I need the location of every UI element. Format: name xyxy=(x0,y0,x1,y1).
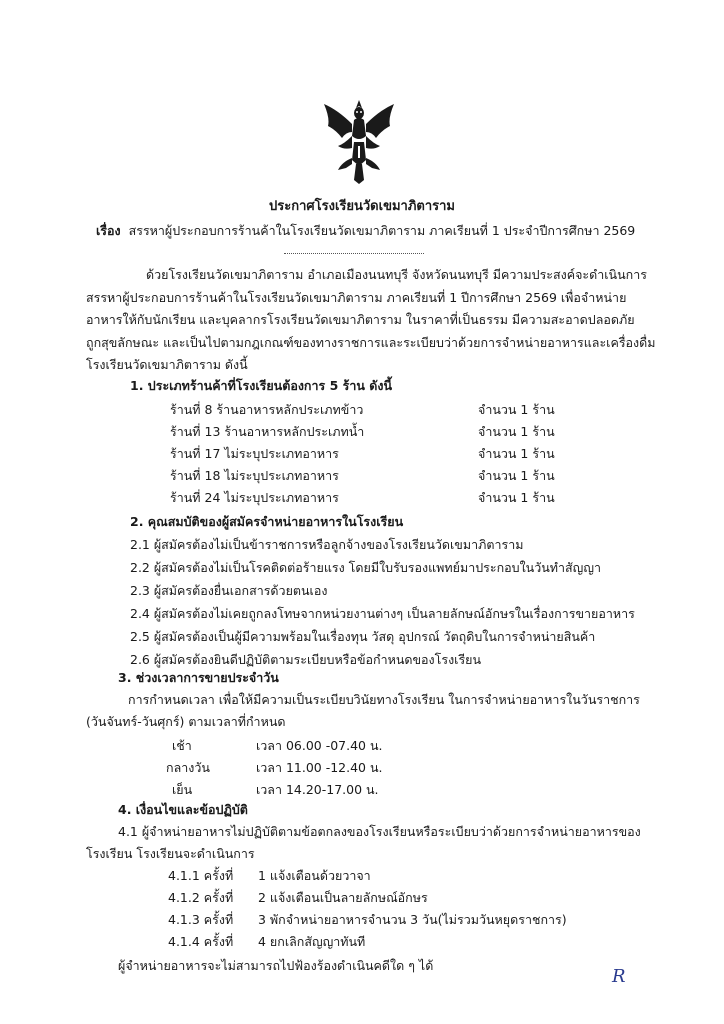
shop-name: ร้านที่ 17 ไม่ระบุประเภทอาหาร xyxy=(170,446,339,461)
dotted-separator xyxy=(284,253,424,254)
handwritten-initial: R xyxy=(612,966,626,987)
intro-line: โรงเรียนวัดเขมาภิตาราม ดังนี้ xyxy=(86,357,248,373)
shop-name: ร้านที่ 24 ไม่ระบุประเภทอาหาร xyxy=(170,490,339,505)
step-text: 1 แจ้งเตือนด้วยวาจา xyxy=(258,868,371,883)
shop-qty: จำนวน 1 ร้าน xyxy=(478,446,555,461)
shop-qty: จำนวน 1 ร้าน xyxy=(478,424,555,439)
section4-heading: 4. เงื่อนไขและข้อปฏิบัติ xyxy=(118,802,248,817)
condition-text: 4.1 ผู้จำหน่ายอาหารไม่ปฏิบัติตามข้อตกลงของโรงเรียนหรือระเบียบว่าด้วยการจำหน่ายอาหารของ xyxy=(118,824,641,839)
time-label: กลางวัน xyxy=(166,760,210,775)
condition-text: โรงเรียน โรงเรียนจะดำเนินการ xyxy=(86,846,255,861)
shop-name: ร้านที่ 13 ร้านอาหารหลักประเภทน้ำ xyxy=(170,424,365,439)
shop-qty: จำนวน 1 ร้าน xyxy=(478,468,555,483)
section3-heading: 3. ช่วงเวลาการขายประจำวัน xyxy=(118,670,279,685)
qualification-item: 2.4 ผู้สมัครต้องไม่เคยถูกลงโทษจากหน่วยงานต่างๆ เป็นลายลักษณ์อักษรในเรื่องการขายอาหาร xyxy=(130,606,635,621)
section3-intro: (วันจันทร์-วันศุกร์) ตามเวลาที่กำหนด xyxy=(86,714,286,729)
garuda-emblem xyxy=(318,96,400,186)
qualification-item: 2.3 ผู้สมัครต้องยื่นเอกสารด้วยตนเอง xyxy=(130,583,328,598)
step-number: 4.1.1 ครั้งที่ xyxy=(168,868,234,883)
announcement-title: ประกาศโรงเรียนวัดเขมาภิตาราม xyxy=(269,199,455,214)
intro-paragraph xyxy=(86,264,656,377)
time-value: เวลา 14.20-17.00 น. xyxy=(256,782,379,797)
step-text: 2 แจ้งเตือนเป็นลายลักษณ์อักษร xyxy=(258,890,428,905)
shop-name: ร้านที่ 8 ร้านอาหารหลักประเภทข้าว xyxy=(170,402,364,417)
section2-heading: 2. คุณสมบัติของผู้สมัครจำหน่ายอาหารในโรงเรียน xyxy=(130,514,404,529)
subject-line xyxy=(96,222,696,240)
subject-text: สรรหาผู้ประกอบการร้านค้าในโรงเรียนวัดเขมาภิตาราม ภาคเรียนที่ 1 ประจำปีการศึกษา 2569 xyxy=(128,223,636,238)
step-number: 4.1.3 ครั้งที่ xyxy=(168,912,234,927)
section1-heading: 1. ประเภทร้านค้าที่โรงเรียนต้องการ 5 ร้าน ดังนี้ xyxy=(130,378,393,393)
shop-qty: จำนวน 1 ร้าน xyxy=(478,490,555,505)
step-number: 4.1.4 ครั้งที่ xyxy=(168,934,234,949)
intro-line: สรรหาผู้ประกอบการร้านค้าในโรงเรียนวัดเขมาภิตาราม ภาคเรียนที่ 1 ปีการศึกษา 2569 เพื่อจำหน่าย xyxy=(86,289,627,305)
shop-name: ร้านที่ 18 ไม่ระบุประเภทอาหาร xyxy=(170,468,339,483)
qualification-item: 2.5 ผู้สมัครต้องเป็นผู้มีความพร้อมในเรื่องทุน วัสดุ อุปกรณ์ วัตถุดิบในการจำหน่ายสินค้า xyxy=(130,629,596,644)
step-text: 4 ยกเลิกสัญญาทันที xyxy=(258,934,366,949)
subject-label: เรื่อง xyxy=(96,223,121,238)
intro-line: ด้วยโรงเรียนวัดเขมาภิตาราม อำเภอเมืองนนทบุรี จังหวัดนนทบุรี มีความประสงค์จะดำเนินการ xyxy=(146,267,647,282)
intro-line: อาหารให้กับนักเรียน และบุคลากรโรงเรียนวัดเขมาภิตาราม ในราคาที่เป็นธรรม มีความสะอาดปลอดภัย xyxy=(86,312,635,328)
time-label: เช้า xyxy=(172,738,192,753)
qualification-item: 2.2 ผู้สมัครต้องไม่เป็นโรคติดต่อร้ายแรง โดยมีใบรับรองแพทย์มาประกอบในวันทำสัญญา xyxy=(130,560,602,575)
time-label: เย็น xyxy=(172,782,193,797)
step-number: 4.1.2 ครั้งที่ xyxy=(168,890,234,905)
time-value: เวลา 06.00 -07.40 น. xyxy=(256,738,383,753)
section3-intro: การกำหนดเวลา เพื่อให้มีความเป็นระเบียบวินัยทางโรงเรียน ในการจำหน่ายอาหารในวันราชการ xyxy=(128,692,640,707)
qualification-item: 2.1 ผู้สมัครต้องไม่เป็นข้าราชการหรือลูกจ้างของโรงเรียนวัดเขมาภิตาราม xyxy=(130,537,524,552)
time-value: เวลา 11.00 -12.40 น. xyxy=(256,760,383,775)
qualification-item: 2.6 ผู้สมัครต้องยินดีปฏิบัติตามระเบียบหรือข้อกำหนดของโรงเรียน xyxy=(130,652,482,667)
final-note: ผู้จำหน่ายอาหารจะไม่สามารถไปฟ้องร้องดำเนินคดีใด ๆ ได้ xyxy=(118,958,434,973)
shop-qty: จำนวน 1 ร้าน xyxy=(478,402,555,417)
step-text: 3 พักจำหน่ายอาหารจำนวน 3 วัน(ไม่รวมวันหยุดราชการ) xyxy=(258,912,567,927)
intro-line: ถูกสุขลักษณะ และเป็นไปตามกฎเกณฑ์ของทางราชการและระเบียบว่าด้วยการจำหน่ายอาหารและเครื่องดื่ม xyxy=(86,334,656,350)
